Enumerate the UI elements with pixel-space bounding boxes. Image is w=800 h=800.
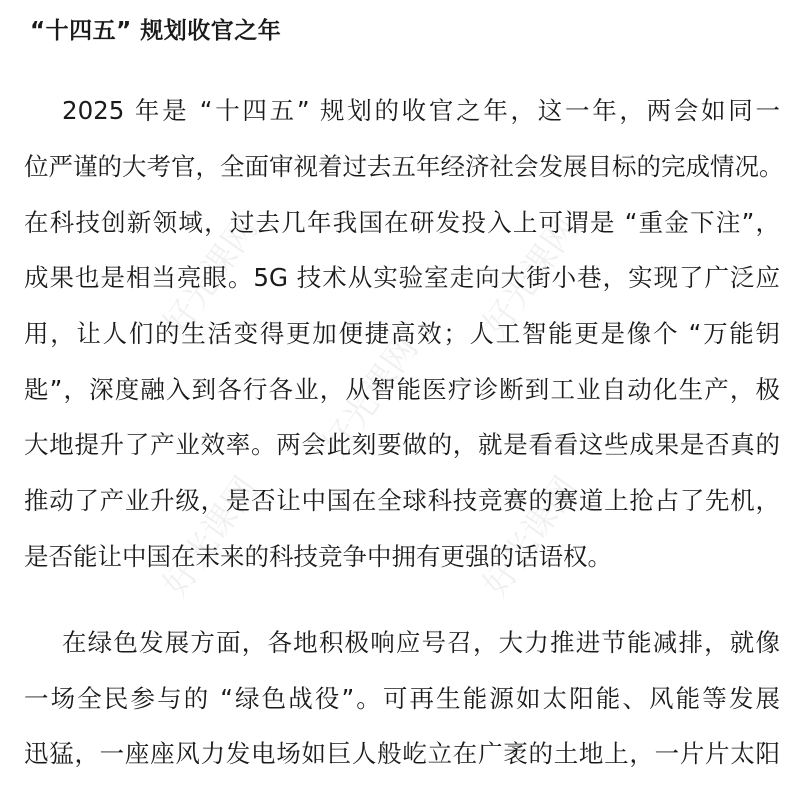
paragraph-1-line: 匙”，深度融入到各行各业，从智能医疗诊断到工业自动化生产，极 <box>24 375 780 404</box>
paragraph-1-line: 推动了产业升级，是否让中国在全球科技竞赛的赛道上抢占了先机， <box>24 486 780 515</box>
paragraph-1-line: 位严谨的大考官，全面审视着过去五年经济社会发展目标的完成情况。 <box>24 152 784 181</box>
watermark: 好光课网 <box>475 209 587 344</box>
paragraph-2-line: 在绿色发展方面，各地积极响应号召，大力推进节能减排，就像 <box>62 628 780 657</box>
paragraph-1-line: 是否能让中国在未来的科技竞争中拥有更强的话语权。 <box>24 542 612 571</box>
watermark: 好光课网 <box>155 209 267 344</box>
watermark: 好光课网 <box>155 469 267 604</box>
paragraph-1-line: 在科技创新领域，过去几年我国在研发投入上可谓是 “重金下注”， <box>24 208 780 237</box>
paragraph-1-line: 用，让人们的生活变得更加便捷高效；人工智能更是像个 “万能钥 <box>24 319 780 348</box>
watermark: 好光课网 <box>315 329 427 464</box>
paragraph-2-line: 一场全民参与的 “绿色战役”。可再生能源如太阳能、风能等发展 <box>24 684 780 713</box>
paragraph-1-line: 大地提升了产业效率。两会此刻要做的，就是看看这些成果是否真的 <box>24 430 780 459</box>
paragraph-1-line: 成果也是相当亮眼。5G 技术从实验室走向大街小巷，实现了广泛应 <box>24 263 780 292</box>
paragraph-1-line: 2025 年是 “十四五” 规划的收官之年，这一年，两会如同一 <box>62 96 780 125</box>
document-title: “十四五” 规划收官之年 <box>30 18 282 44</box>
watermark: 好光课网 <box>475 469 587 604</box>
paragraph-2-line: 迅猛，一座座风力发电场如巨人般屹立在广袤的土地上，一片片太阳 <box>24 739 780 768</box>
